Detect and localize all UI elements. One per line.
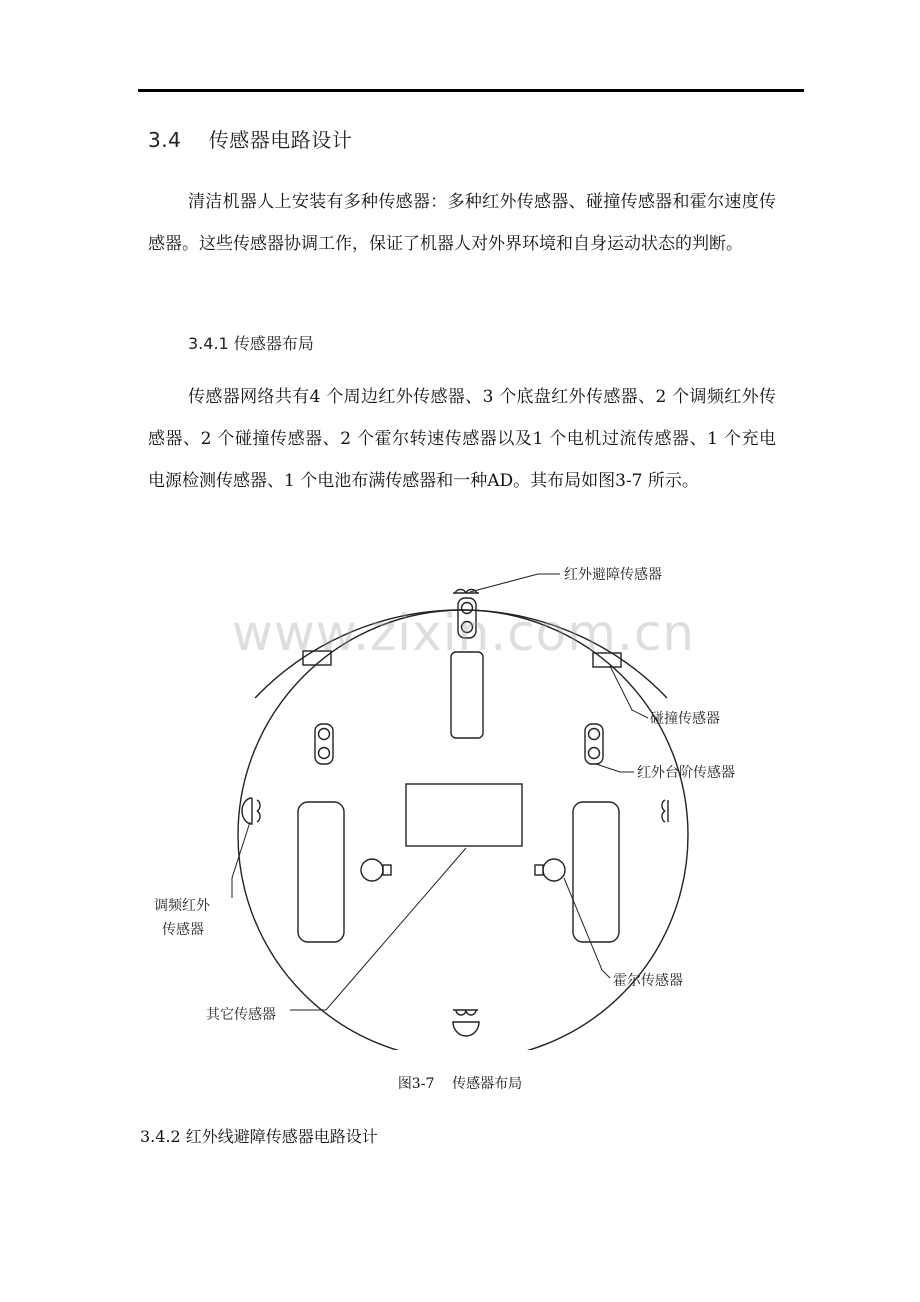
paragraph-intro: 清洁机器人上安装有多种传感器：多种红外传感器、碰撞传感器和霍尔速度传 感器。这些传感器协调工作，保证了机器人对外界环境和自身运动状态的判断。 [148, 192, 776, 254]
other-sensor-box [406, 784, 522, 846]
right-wheel [573, 802, 619, 942]
label-other: 其它传感器 [206, 1007, 276, 1023]
bottom-ir-sensor [453, 1010, 478, 1015]
section-number: 3.4 [148, 128, 182, 152]
watermark: www.zixin.com.cn [232, 604, 696, 662]
section-heading [148, 124, 352, 153]
section-title: 传感器电路设计 [208, 128, 353, 152]
left-wheel [298, 802, 344, 942]
leader-ir-obstacle [470, 574, 560, 592]
hall-sensor-right [543, 859, 565, 881]
fm-ir-right [662, 800, 668, 822]
label-fm-ir-1: 调频红外 [154, 898, 210, 914]
label-ir-obstacle: 红外避障传感器 [564, 567, 662, 583]
subsection-number: 3.4.1 [188, 334, 229, 353]
next-section-heading: 3.4.2 红外线避障传感器电路设计 [140, 1127, 378, 1146]
label-fm-ir-2: 传感器 [162, 922, 204, 938]
leader-ir-step [596, 764, 634, 772]
subsection-title: 传感器布局 [233, 334, 314, 353]
label-ir-step: 红外台阶传感器 [637, 765, 735, 781]
top-ir-sensor [453, 589, 479, 593]
leader-bump [610, 666, 648, 718]
label-bump: 碰撞传感器 [650, 711, 720, 727]
label-hall: 霍尔传感器 [613, 973, 683, 989]
leader-hall [564, 878, 610, 978]
paragraph-layout: 传感器网络共有4 个周边红外传感器、3 个底盘红外传感器、2 个调频红外传 感器、2 个碰撞传感器、2 个霍尔转速传感器以及1 个电机过流传感器、1 个充电 电源检测传感器、1 个电池布满传感器和一种AD。其布局如图3-7 所示。 [148, 387, 776, 491]
header-rule [138, 89, 804, 92]
hall-sensor-left [361, 859, 383, 881]
fm-ir-left [242, 798, 260, 824]
leader-fm-ir [232, 822, 250, 898]
figure-caption: 图3-7 传感器布局 [397, 1076, 523, 1092]
subsection-heading [188, 331, 314, 354]
leader-other [290, 848, 466, 1010]
center-module [451, 652, 483, 738]
